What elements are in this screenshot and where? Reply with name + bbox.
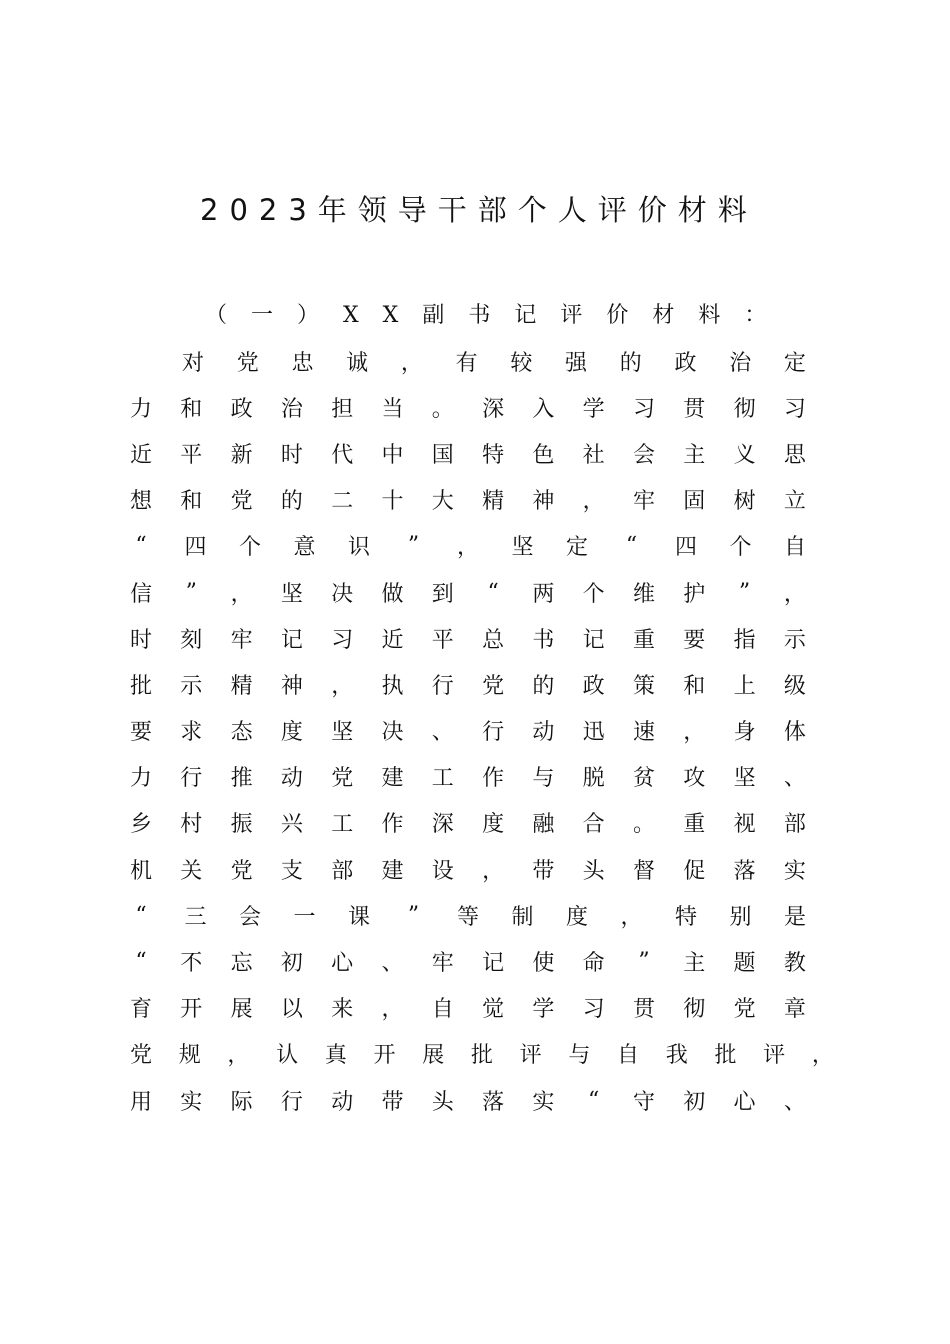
- body-line: 机 关 党 支 部 建 设 ， 带 头 督 促 落 实: [130, 858, 806, 884]
- body-line: 党 规 ， 认 真 开 展 批 评 与 自 我 批 评 ，: [130, 1043, 834, 1069]
- body-line: 用 实 际 行 动 带 头 落 实 “ 守 初 心 、: [130, 1087, 806, 1115]
- body-line: 信 ” ， 坚 决 做 到 “ 两 个 维 护 ” ，: [130, 579, 806, 607]
- body-line: 对 党 忠 诚 ， 有 较 强 的 政 治 定: [182, 350, 806, 376]
- body-line: 想 和 党 的 二 十 大 精 神 ， 牢 固 树 立: [130, 489, 806, 515]
- body-line: “ 不 忘 初 心 、 牢 记 使 命 ” 主 题 教: [135, 949, 806, 977]
- document-title: 2023年领导干部个人评价材料: [200, 193, 758, 227]
- body-line: 力 行 推 动 党 建 工 作 与 脱 贫 攻 坚 、: [130, 766, 806, 792]
- body-line: 批 示 精 神 ， 执 行 党 的 政 策 和 上 级: [130, 673, 806, 699]
- body-line: 要 求 态 度 坚 决 、 行 动 迅 速 ， 身 体: [130, 720, 806, 746]
- body-line: 近 平 新 时 代 中 国 特 色 社 会 主 义 思: [130, 442, 806, 468]
- body-line: “ 三 会 一 课 ” 等 制 度 ， 特 别 是: [135, 902, 806, 930]
- body-line: 乡 村 振 兴 工 作 深 度 融 合 。 重 视 部: [130, 812, 806, 838]
- body-text: [130, 338, 850, 1123]
- section-heading: （一）XX副书记评价材料：: [205, 303, 791, 328]
- body-line: 育 开 展 以 来 ， 自 觉 学 习 贯 彻 党 章: [130, 997, 806, 1023]
- body-line: 时 刻 牢 记 习 近 平 总 书 记 重 要 指 示: [130, 627, 806, 653]
- body-line: 力 和 政 治 担 当 。 深 入 学 习 贯 彻 习: [130, 396, 806, 422]
- body-line: “ 四 个 意 识 ” ， 坚 定 “ 四 个 自: [135, 533, 806, 561]
